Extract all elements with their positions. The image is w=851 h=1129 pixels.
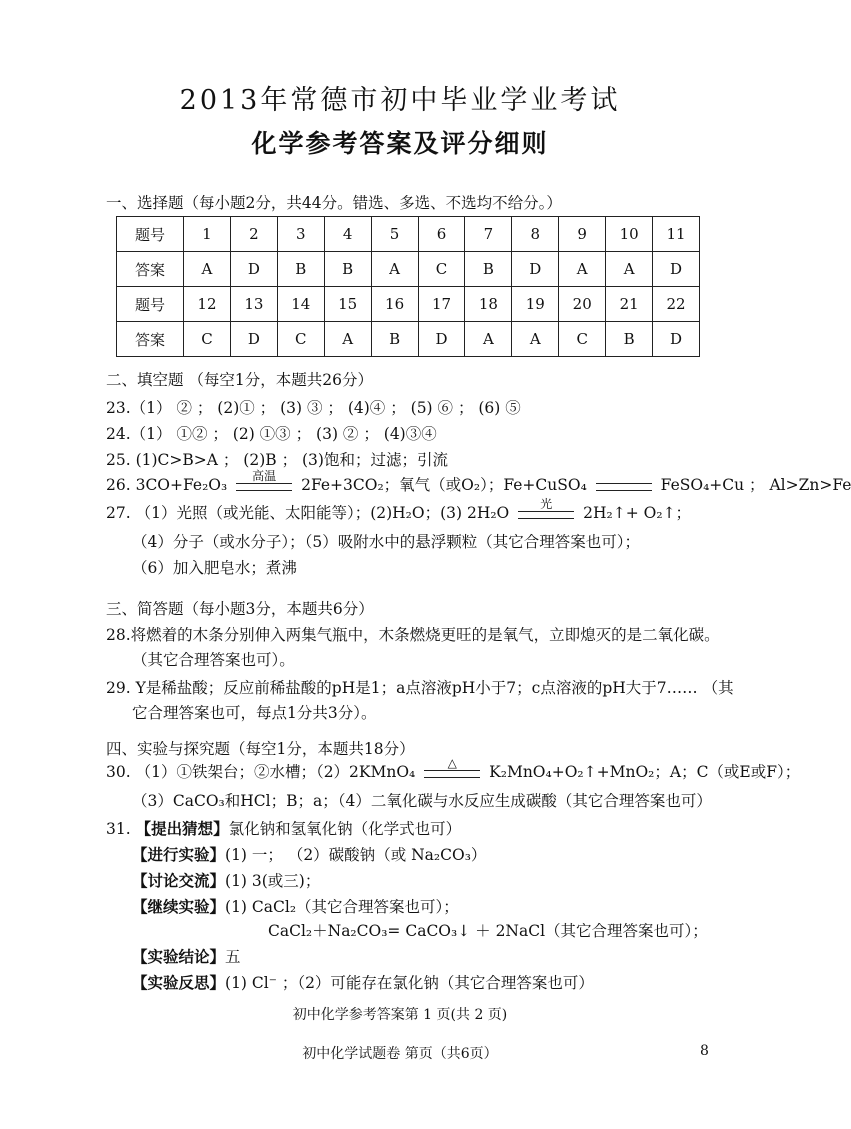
answer-31-continue [132, 895, 459, 917]
table-cell: 13 [230, 287, 277, 322]
answer-31-experiment [132, 843, 486, 865]
table-cell: A [559, 252, 606, 287]
table-row-numbers-2 [117, 287, 700, 322]
table-cell: D [230, 322, 277, 357]
table-cell: 15 [324, 287, 371, 322]
table-cell: 4 [324, 217, 371, 252]
table-cell: B [371, 322, 418, 357]
table-cell: A [184, 252, 231, 287]
reaction-condition-light [518, 498, 574, 523]
page-number: 8 [700, 1043, 709, 1059]
reaction-equals [596, 470, 652, 495]
table-cell: 7 [465, 217, 512, 252]
answer-27-line1 [106, 498, 691, 523]
answer-29-line2: 它合理答案也可，每点1分共3分）。 [132, 704, 377, 722]
answer-25: 25. (1)C>B>A ； (2)B ； (3)饱和；过滤；引流 [106, 451, 448, 469]
table-cell: 2 [230, 217, 277, 252]
label-experiment: 【进行实验】 [132, 845, 226, 864]
equals-sign [424, 770, 480, 778]
answer-27-line3: （6）加入肥皂水；煮沸 [132, 559, 297, 577]
answer-28-line2: （其它合理答案也可）。 [132, 651, 295, 669]
row-label-num: 题号 [117, 217, 184, 252]
answer-26 [106, 470, 851, 495]
table-cell: 14 [277, 287, 324, 322]
answer-26-part2: 2Fe+3CO₂；氧气（或O₂）；Fe+CuSO₄ [301, 476, 587, 494]
table-cell: 1 [184, 217, 231, 252]
answer-24: 24.（1） ①② ； (2) ①③ ； (3) ② ； (4)③④ [106, 425, 437, 443]
answer-30-part1: 30. （1）①铁架台；②水槽；（2）2KMnO₄ [106, 763, 416, 781]
table-cell: 11 [653, 217, 700, 252]
table-cell: 16 [371, 287, 418, 322]
footer-exam-page: 初中化学试题卷 第页（共6页） [302, 1046, 498, 1062]
question-number: 31. [106, 820, 131, 838]
table-row-answers-2 [117, 322, 700, 357]
reaction-condition-heat [424, 757, 480, 782]
table-cell: A [465, 322, 512, 357]
conclusion-text: 五 [225, 948, 241, 966]
table-cell: C [277, 322, 324, 357]
answer-26-part1: 26. 3CO+Fe₂O₃ [106, 476, 228, 494]
section3-heading: 三、简答题（每小题3分，本题共6分） [106, 600, 374, 618]
experiment-text: (1) 一； （2）碳酸钠（或 Na₂CO₃） [225, 846, 487, 864]
table-cell: 9 [559, 217, 606, 252]
continue-text: (1) CaCl₂（其它合理答案也可）； [225, 898, 459, 916]
table-cell: 10 [606, 217, 653, 252]
table-cell: 19 [512, 287, 559, 322]
answer-26-part3: FeSO₄+Cu ； Al>Zn>Fe [660, 476, 851, 494]
label-hypothesis: 【提出猜想】 [135, 819, 229, 838]
answer-29-line1: 29. Y是稀盐酸；反应前稀盐酸的pH是1；a点溶液pH小于7；c点溶液的pH大于7…… （其 [106, 679, 734, 697]
choice-answer-table [116, 216, 700, 357]
row-label-ans: 答案 [117, 322, 184, 357]
table-row-numbers-1 [117, 217, 700, 252]
table-cell: D [418, 322, 465, 357]
reflection-text: (1) Cl⁻ ；（2）可能存在氯化钠（其它合理答案也可） [225, 974, 594, 992]
table-cell: C [559, 322, 606, 357]
answer-31-hypothesis [106, 817, 461, 839]
condition-label: 高温 [252, 469, 277, 483]
equals-sign [596, 483, 652, 491]
label-discussion: 【讨论交流】 [132, 871, 226, 890]
table-cell: 17 [418, 287, 465, 322]
table-cell: D [653, 252, 700, 287]
table-cell: 22 [653, 287, 700, 322]
table-cell: D [653, 322, 700, 357]
table-cell: D [230, 252, 277, 287]
row-label-ans: 答案 [117, 252, 184, 287]
table-cell: 18 [465, 287, 512, 322]
reaction-condition-high-temp [236, 470, 292, 495]
answer-31-equation: CaCl₂＋Na₂CO₃= CaCO₃↓ ＋ 2NaCl（其它合理答案也可）； [268, 922, 708, 940]
discussion-text: (1) 3(或三)； [225, 872, 321, 890]
answer-27-line2: （4）分子（或水分子）；（5）吸附水中的悬浮颗粒（其它合理答案也可）； [132, 533, 640, 551]
condition-label: △ [447, 756, 457, 770]
answer-30-line1 [106, 757, 800, 782]
table-cell: B [277, 252, 324, 287]
answer-23: 23.（1） ② ； (2)① ； (3) ③ ； (4)④ ； (5) ⑥ ； (6) ⑤ [106, 399, 521, 417]
answer-28-line1: 28.将燃着的木条分别伸入两集气瓶中，木条燃烧更旺的是氧气，立即熄灭的是二氧化碳。 [106, 626, 720, 644]
table-cell: 6 [418, 217, 465, 252]
page-title: 2013年常德市初中毕业学业考试 [179, 85, 621, 116]
table-row-answers-1 [117, 252, 700, 287]
condition-label: 光 [540, 497, 553, 511]
label-conclusion: 【实验结论】 [132, 947, 226, 966]
table-cell: D [512, 252, 559, 287]
section4-heading: 四、实验与探究题（每空1分，本题共18分） [106, 740, 415, 758]
label-continue: 【继续实验】 [132, 897, 226, 916]
answer-31-discussion [132, 869, 320, 891]
table-cell: B [606, 322, 653, 357]
table-cell: A [606, 252, 653, 287]
answer-31-conclusion [132, 945, 241, 967]
table-cell: 8 [512, 217, 559, 252]
table-cell: 3 [277, 217, 324, 252]
table-cell: 5 [371, 217, 418, 252]
table-cell: A [371, 252, 418, 287]
table-cell: 20 [559, 287, 606, 322]
table-cell: A [512, 322, 559, 357]
equals-sign [236, 483, 292, 491]
table-cell: 12 [184, 287, 231, 322]
section2-heading: 二、填空题 （每空1分，本题共26分） [106, 371, 374, 389]
answer-30-line2: （3）CaCO₃和HCl；B；a；（4）二氧化碳与水反应生成碳酸（其它合理答案也可） [132, 792, 712, 810]
table-cell: 21 [606, 287, 653, 322]
table-cell: C [418, 252, 465, 287]
answer-31-reflection [132, 971, 594, 993]
footer-answer-page: 初中化学参考答案第 1 页(共 2 页) [292, 1007, 508, 1023]
hypothesis-text: 氯化钠和氢氧化钠（化学式也可） [228, 820, 462, 838]
row-label-num: 题号 [117, 287, 184, 322]
table-cell: A [324, 322, 371, 357]
answer-27-part2: 2H₂↑+ O₂↑； [583, 504, 692, 522]
answer-30-part2: K₂MnO₄+O₂↑+MnO₂；A；C（或E或F）； [489, 763, 801, 781]
table-cell: B [465, 252, 512, 287]
page-subtitle: 化学参考答案及评分细则 [251, 129, 549, 158]
answer-27-part1: 27. （1）光照（或光能、太阳能等）；(2)H₂O；(3) 2H₂O [106, 504, 510, 522]
section1-heading: 一、选择题（每小题2分，共44分。错选、多选、不选均不给分。） [106, 194, 562, 212]
table-cell: B [324, 252, 371, 287]
label-reflection: 【实验反思】 [132, 973, 226, 992]
equals-sign [518, 511, 574, 519]
table-cell: C [184, 322, 231, 357]
